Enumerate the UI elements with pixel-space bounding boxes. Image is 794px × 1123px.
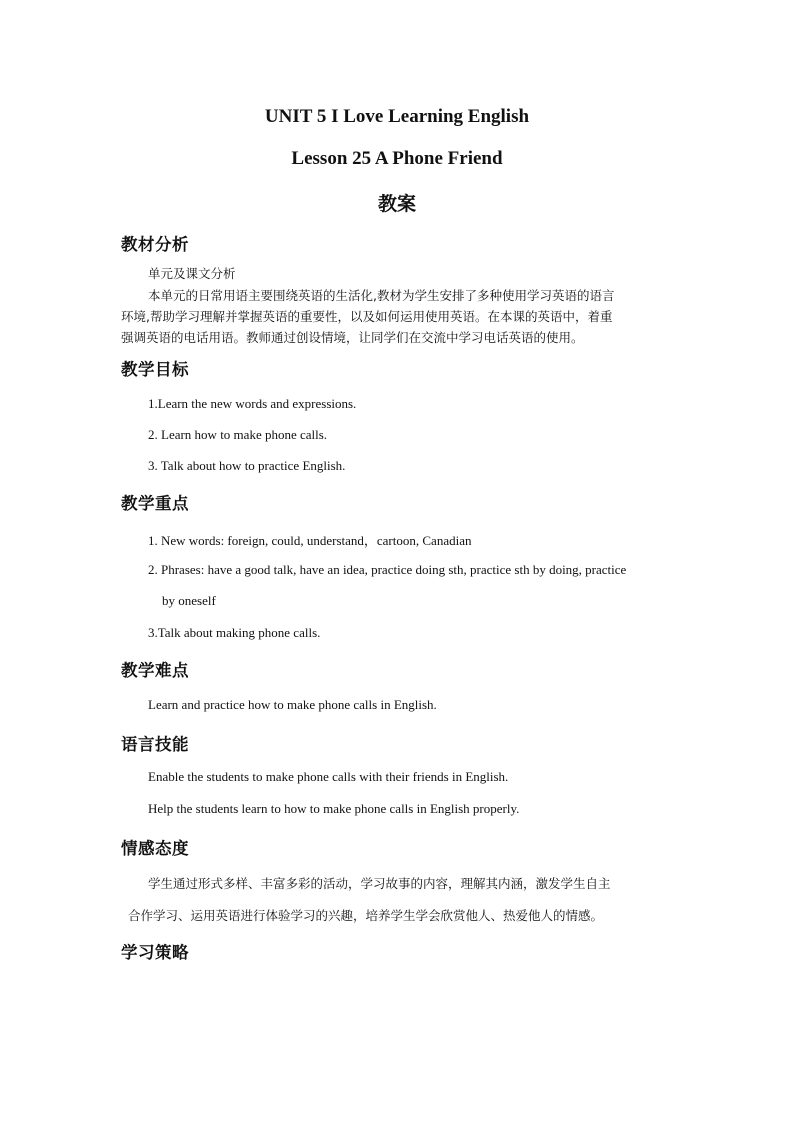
- language-skills-line: Help the students learn to how to make phone calls in English properly.: [148, 801, 520, 816]
- material-analysis-para-line: 本单元的日常用语主要围绕英语的生活化,教材为学生安排了多种使用学习英语的语言: [148, 288, 615, 303]
- material-analysis-subheading: 单元及课文分析: [148, 266, 236, 281]
- attitude-line: 合作学习、运用英语进行体验学习的兴趣，培养学生学会欣赏他人、热爱他人的情感。: [128, 908, 604, 923]
- key-points-heading: 教学重点: [121, 494, 189, 513]
- material-analysis-para-line: 强调英语的电话用语。教师通过创设情境，让同学们在交流中学习电话英语的使用。: [121, 330, 584, 345]
- language-skills-line: Enable the students to make phone calls with their friends in English.: [148, 769, 509, 784]
- lesson-title: Lesson 25 A Phone Friend: [291, 148, 503, 169]
- language-skills-heading: 语言技能: [121, 735, 189, 754]
- difficulties-text: Learn and practice how to make phone calls in English.: [148, 697, 437, 712]
- key-point-item-continuation: by oneself: [162, 593, 216, 608]
- material-analysis-heading: 教材分析: [121, 235, 189, 254]
- attitude-line: 学生通过形式多样、丰富多彩的活动，学习故事的内容，理解其内涵，激发学生自主: [148, 876, 611, 891]
- objective-item: 3. Talk about how to practice English.: [148, 458, 346, 473]
- material-analysis-para-line: 环境,帮助学习理解并掌握英语的重要性，以及如何运用使用英语。在本课的英语中，着重: [121, 309, 613, 324]
- attitude-heading: 情感态度: [121, 839, 189, 858]
- objective-item: 2. Learn how to make phone calls.: [148, 427, 328, 442]
- difficulties-heading: 教学难点: [121, 661, 189, 680]
- unit-title: UNIT 5 I Love Learning English: [264, 106, 530, 127]
- strategies-heading: 学习策略: [121, 943, 189, 962]
- document-type-title: 教案: [377, 193, 416, 215]
- objectives-heading: 教学目标: [121, 360, 189, 379]
- objective-item: 1.Learn the new words and expressions.: [148, 396, 357, 411]
- key-point-item: 3.Talk about making phone calls.: [148, 625, 321, 640]
- key-point-item: 2. Phrases: have a good talk, have an idea, practice doing sth, practice sth by doing, practice: [148, 562, 627, 577]
- key-point-item: 1. New words: foreign, could, understand，cartoon, Canadian: [148, 533, 472, 548]
